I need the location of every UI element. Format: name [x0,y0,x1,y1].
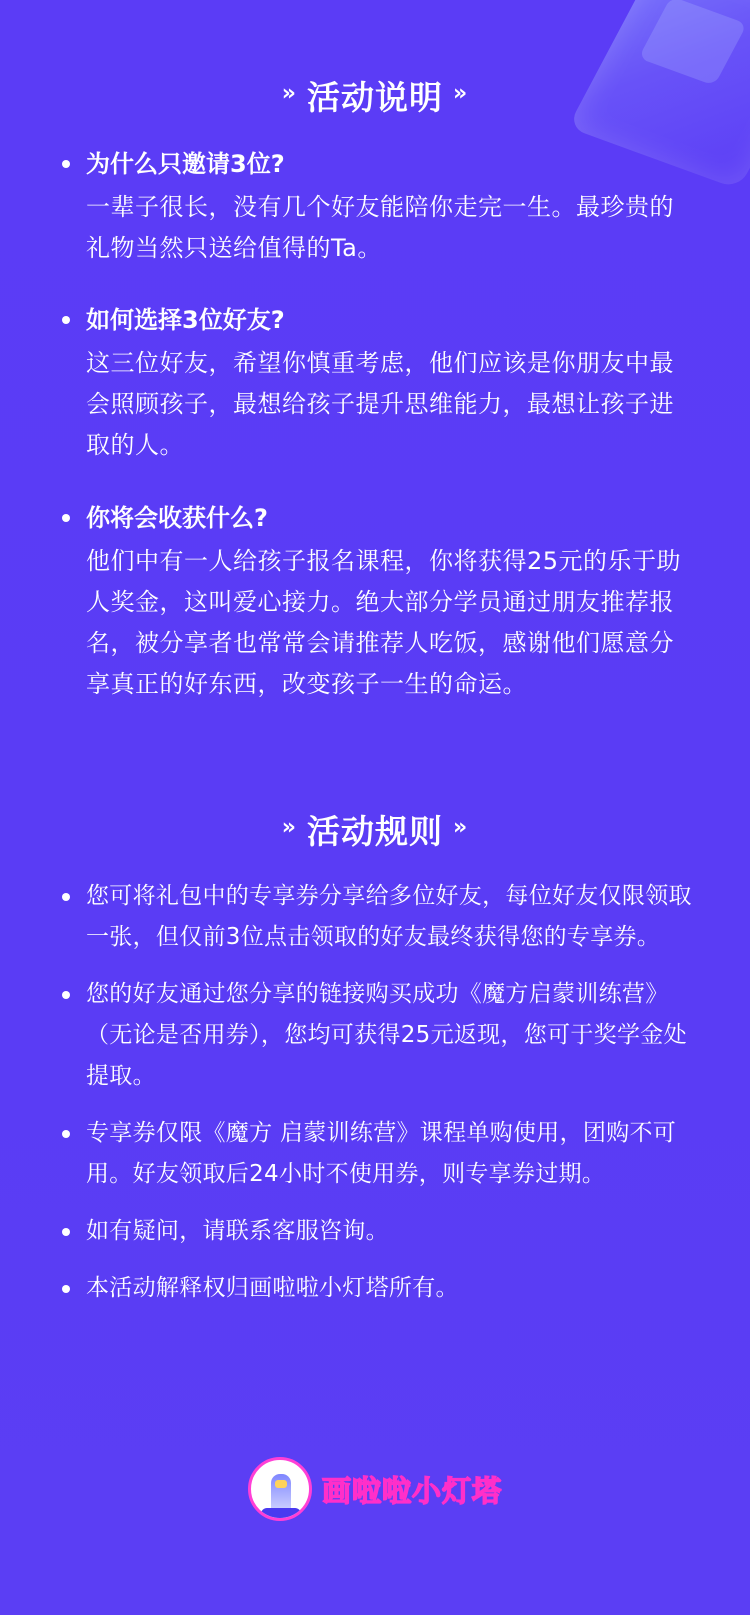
brand-lockup [248,1457,502,1521]
activity-rules-title [0,806,750,853]
bullet-icon [62,991,70,999]
rule-text: 如有疑问，请联系客服咨询。 [86,1218,389,1244]
activity-description-title-label: 活动说明 [307,78,443,117]
bullet-icon [62,1228,70,1236]
rule-text: 您的好友通过您分享的链接购买成功《魔方启蒙训练营》（无论是否用券），您均可获得25元返现，您可于奖学金处提取。 [86,981,687,1089]
faq-question-text: 如何选择3位好友? [86,306,285,334]
brand-name: 画啦啦小灯塔 [321,1473,502,1508]
title-deco-left-icon: » [281,815,297,840]
lighthouse-icon [248,1457,312,1521]
faq-answer: 一辈子很长，没有几个好友能陪你走完一生。最珍贵的礼物当然只送给值得的Ta。 [86,193,674,262]
faq-answer: 他们中有一人给孩子报名课程，你将获得25元的乐于助人奖金，这叫爱心接力。绝大部分学员通过朋友推荐报名，被分享者也常常会请推荐人吃饭，感谢他们愿意分享真正的好东西，改变孩子一生的命运。 [86,547,682,698]
faq-question-text: 为什么只邀请3位? [86,150,285,178]
faq-question [62,500,692,536]
faq-item [62,302,692,466]
faq-question [62,146,692,182]
title-deco-left-icon: » [281,81,297,106]
bullet-icon [62,160,70,168]
faq-answer: 这三位好友，希望你慎重考虑，他们应该是你朋友中最会照顾孩子，最想给孩子提升思维能力，最想让孩子进取的人。 [86,349,674,459]
bullet-icon [62,316,70,324]
bullet-icon [62,1130,70,1138]
rule-text: 专享券仅限《魔方 启蒙训练营》课程单购使用，团购不可用。好友领取后24小时不使用券，则专享券过期。 [86,1120,677,1187]
faq-item [62,146,692,269]
rule-item [62,876,692,958]
title-deco-right-icon: » [453,815,469,840]
rule-text: 本活动解释权归画啦啦小灯塔所有。 [86,1275,459,1301]
faq-question-text: 你将会收获什么? [86,504,268,532]
title-deco-right-icon: » [453,81,469,106]
rules-list [62,876,692,1325]
rule-text: 您可将礼包中的专享券分享给多位好友，每位好友仅限领取一张，但仅前3位点击领取的好友最终获得您的专享券。 [86,883,692,950]
faq-item [62,500,692,705]
rule-item [62,1113,692,1195]
activity-description-title [0,72,750,119]
bullet-icon [62,514,70,522]
rule-item [62,1211,692,1252]
bullet-icon [62,1285,70,1293]
rule-item [62,974,692,1097]
brand-footer [0,1457,750,1527]
activity-rules-title-label: 活动规则 [307,812,443,851]
rule-item [62,1268,692,1309]
faq-question [62,302,692,338]
bullet-icon [62,893,70,901]
